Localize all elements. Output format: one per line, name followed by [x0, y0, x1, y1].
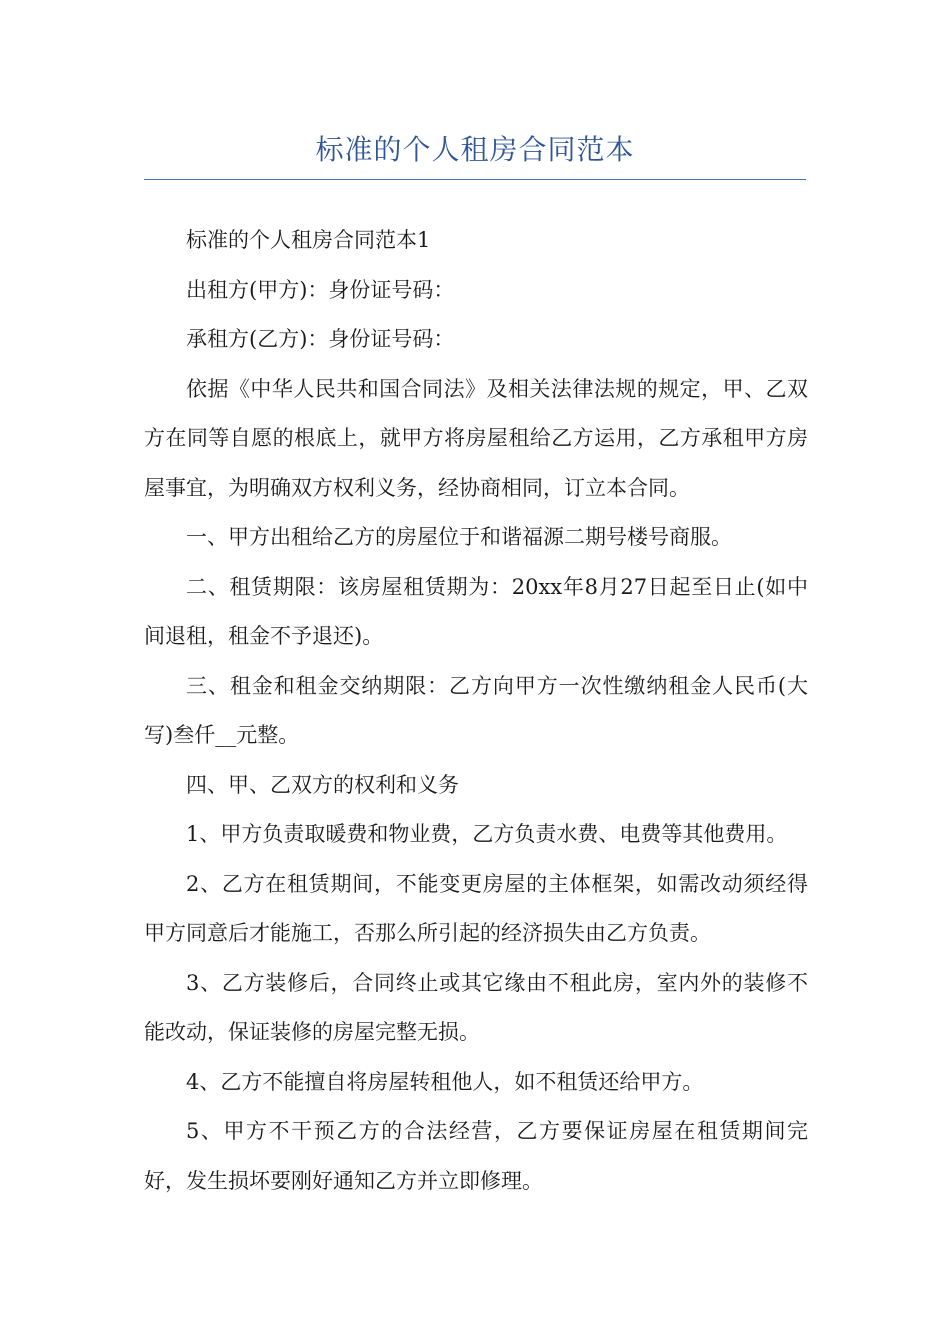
paragraph-clause-1: 一、甲方出租给乙方的房屋位于和谐福源二期号楼号商服。	[186, 525, 732, 549]
paragraph-lessor: 出租方(甲方)：身份证号码：	[186, 277, 455, 302]
paragraph-lessee: 承租方(乙方)：身份证号码：	[186, 327, 455, 351]
document-body	[144, 216, 808, 1206]
document-title: 标准的个人租房合同范本	[315, 133, 635, 166]
paragraph-item-3: 3、乙方装修后，合同终止或其它缘由不租此房，室内外的装修不能改动，保证装修的房屋完整无损。	[144, 970, 808, 1044]
paragraph-item-2: 2、乙方在租赁期间，不能变更房屋的主体框架，如需改动须经得甲方同意后才能施工，否那么所引起的经济损失由乙方负责。	[144, 871, 808, 945]
paragraph-item-4: 4、乙方不能擅自将房屋转租他人，如不租赁还给甲方。	[186, 1069, 704, 1094]
paragraph-item-1: 1、甲方负责取暖费和物业费，乙方负责水费、电费等其他费用。	[186, 822, 788, 846]
paragraph-clause-2: 二、租赁期限：该房屋租赁期为：20xx年8月27日起至日止(如中间退租，租金不予退还)。	[144, 574, 808, 648]
paragraph-clause-4: 四、甲、乙双方的权利和义务	[186, 772, 459, 797]
paragraph-item-5: 5、甲方不干预乙方的合法经营，乙方要保证房屋在租赁期间完好，发生损坏要刚好通知乙方并立即修理。	[144, 1119, 808, 1193]
paragraph-preamble: 依据《中华人民共和国合同法》及相关法律法规的规定，甲、乙双方在同等自愿的根底上，就甲方将房屋租给乙方运用，乙方承租甲方房屋事宜，为明确双方权利义务，经协商相同，订立本合同。	[144, 376, 808, 500]
paragraph-clause-3: 三、租金和租金交纳期限：乙方向甲方一次性缴纳租金人民币(大写)叁仟__元整。	[144, 673, 808, 747]
title-underline	[144, 179, 806, 180]
paragraph-heading: 标准的个人租房合同范本1	[186, 228, 431, 252]
